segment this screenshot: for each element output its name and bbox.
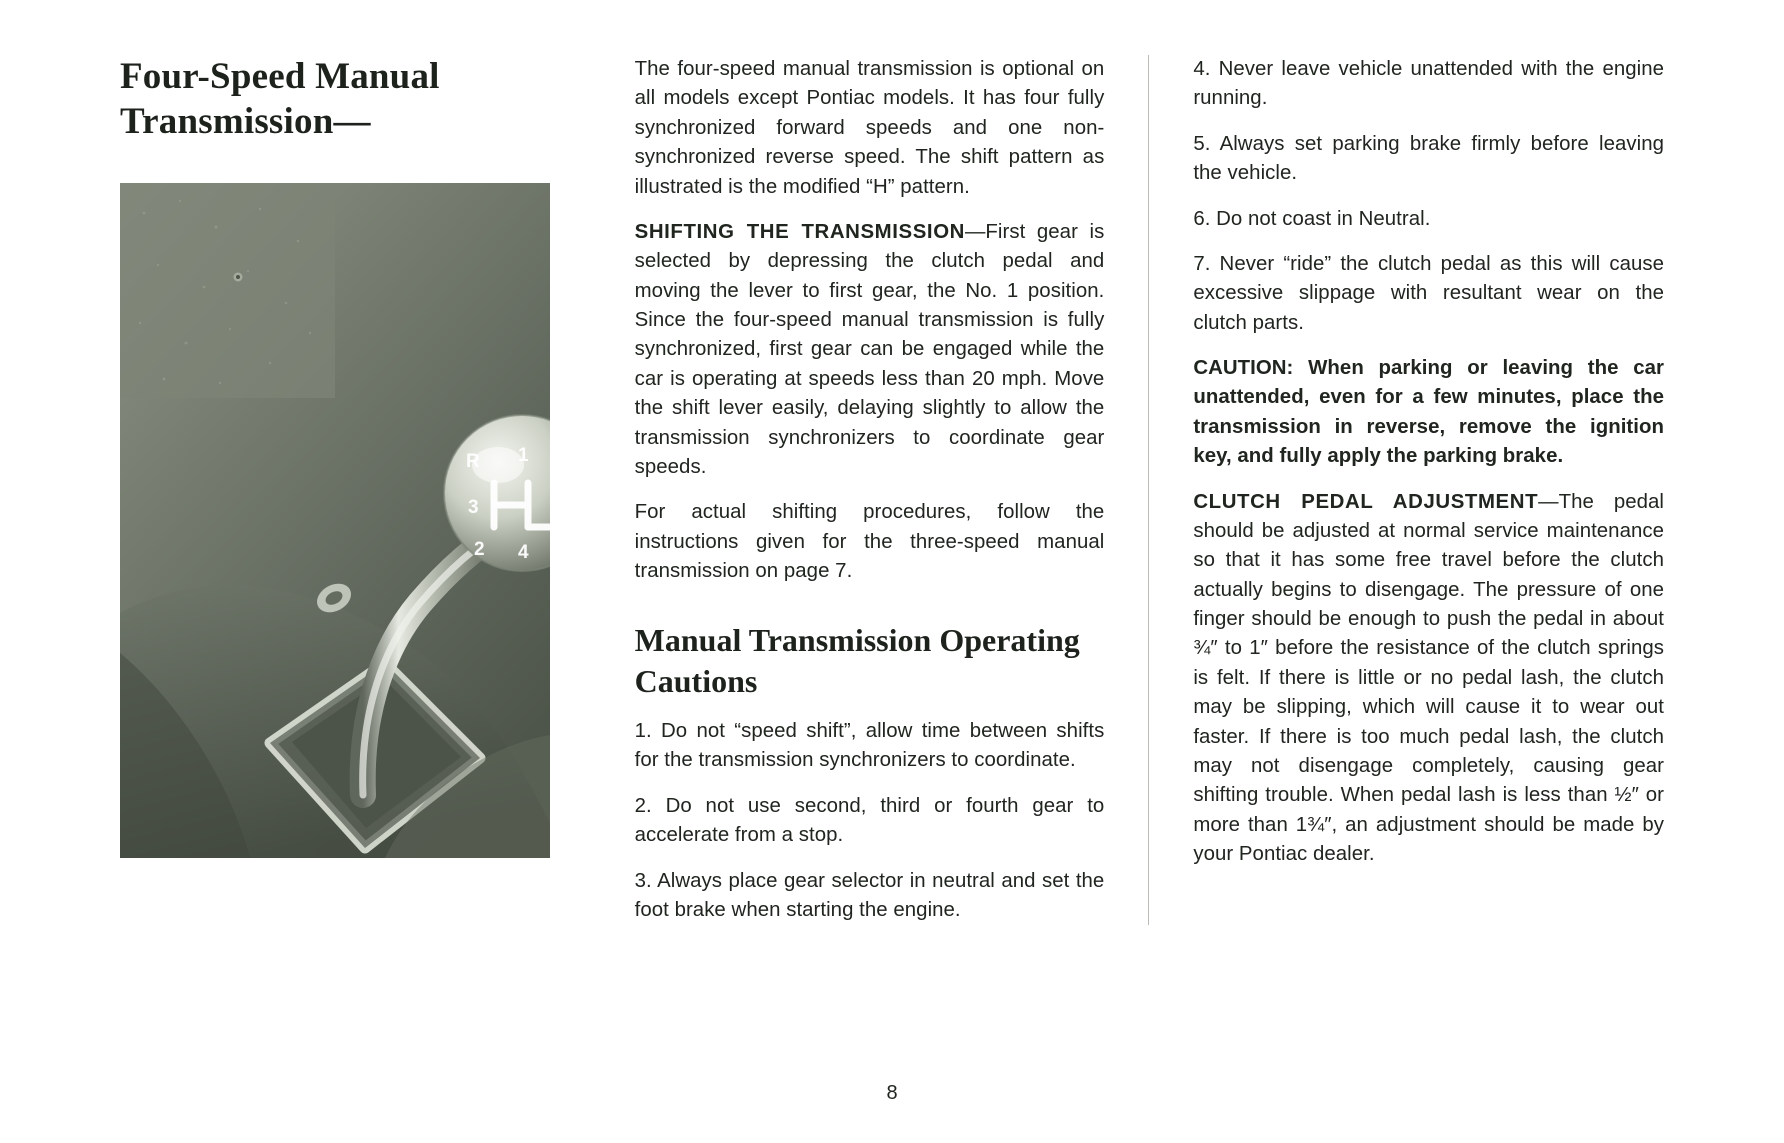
intro-paragraph: The four-speed manual transmission is optional on all models except Pontiac models. It has four fully synchronized forward speeds and one non-synchronized reverse speed. The shift pattern as illustrated is the modified “H” pattern. <box>634 58 1105 198</box>
svg-text:4: 4 <box>518 541 529 563</box>
operating-cautions-heading: Manual Transmission Operating Cautions <box>634 622 1080 699</box>
svg-text:R: R <box>466 450 480 472</box>
shifting-body: —First gear is selected by depressing the clutch pedal and moving the lever to first gear, the No. 1 position. Since the four-speed manual transmission is fully synchronized, first gear can be engaged while the car is operating at speeds less than 20 mph. Move the shift lever easily, delaying slightly to allow the transmission synchronizers to coordinate gear speeds. <box>634 220 1105 478</box>
page-title: Four-Speed Manual Transmission— <box>120 56 440 142</box>
left-column <box>120 55 635 858</box>
shift-lever-illustration <box>120 183 550 858</box>
caution-label: CAUTION: <box>1193 357 1294 379</box>
caution-notice-body: When parking or leaving the car unattended, even for a few minutes, place the transmission in reverse, remove the ignition key, and fully apply the parking brake. <box>1193 357 1664 468</box>
middle-column <box>635 55 1150 925</box>
caution-item-6: 6. Do not coast in Neutral. <box>1193 207 1431 230</box>
caution-item-4: 4. Never leave vehicle unattended with the engine running. <box>1193 58 1664 110</box>
clutch-adjustment-heading: CLUTCH PEDAL ADJUSTMENT <box>1193 490 1539 513</box>
page-number: 8 <box>886 1082 898 1104</box>
caution-item-5: 5. Always set parking brake firmly before leaving the vehicle. <box>1193 132 1664 185</box>
caution-item-1: 1. Do not “speed shift”, allow time between shifts for the transmission synchronizers to coordinate. <box>634 720 1105 772</box>
page-columns <box>120 55 1664 925</box>
right-column <box>1149 55 1664 869</box>
caution-notice <box>1193 354 1664 472</box>
caution-item-7: 7. Never “ride” the clutch pedal as this will cause excessive slippage with resultant wear on the clutch parts. <box>1193 252 1664 334</box>
actual-shifting-paragraph: For actual shifting procedures, follow the instructions given for the three-speed manual transmission on page 7. <box>634 501 1105 582</box>
svg-text:3: 3 <box>468 496 479 518</box>
svg-text:2: 2 <box>474 538 485 560</box>
caution-item-3: 3. Always place gear selector in neutral and set the foot brake when starting the engine. <box>634 869 1105 921</box>
svg-text:1: 1 <box>518 444 529 466</box>
shifting-heading: SHIFTING THE TRANSMISSION <box>634 220 965 243</box>
caution-item-2: 2. Do not use second, third or fourth gear to accelerate from a stop. <box>634 794 1105 847</box>
shifting-paragraph <box>635 218 1105 482</box>
clutch-adjustment-body: —The pedal should be adjusted at normal service maintenance so that it has some free travel before the clutch actually begins to disengage. The pressure of one finger should be enough to push the pedal in about ¾″ to 1″ before the resistance of the clutch springs is felt. If there is little or no pedal lash, the clutch may be slipping, which will cause it to wear out faster. If there is too much pedal lash, the clutch may not disengage completely, causing gear shifting trouble. When pedal lash is less than ½″ or more than 1¾″, an adjustment should be made by your Pontiac dealer. <box>1193 490 1664 865</box>
shift-lever-photo <box>120 183 550 858</box>
clutch-adjustment-paragraph <box>1193 488 1664 870</box>
